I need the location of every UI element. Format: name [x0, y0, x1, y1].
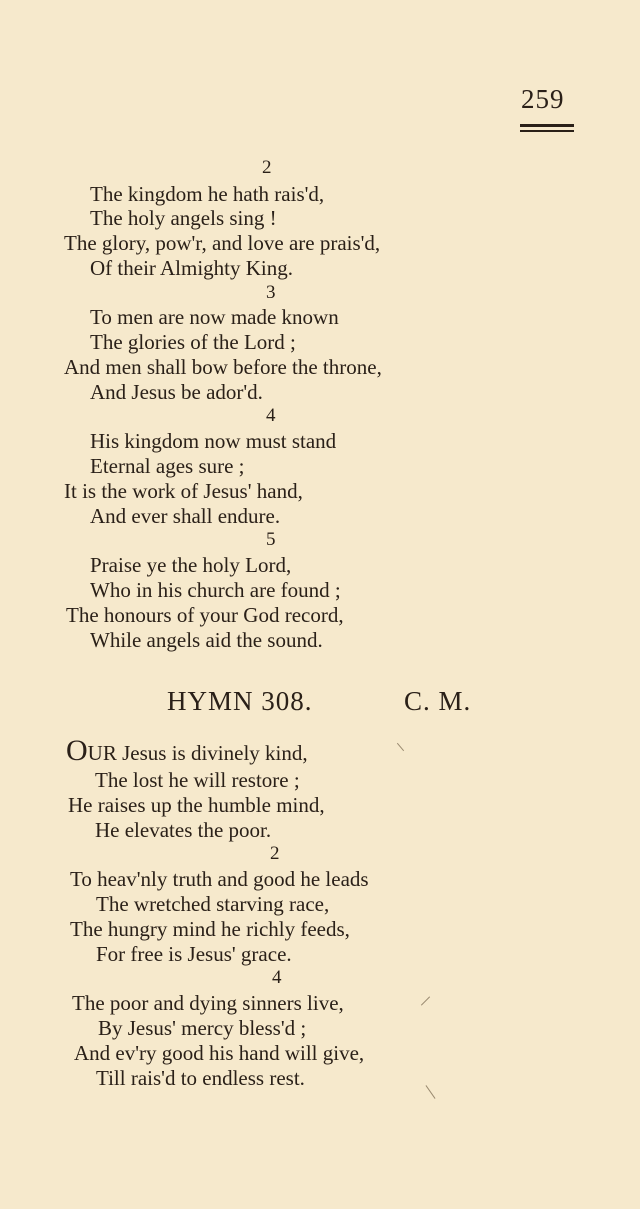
header-rule-top	[520, 124, 574, 127]
verse-line: He raises up the humble mind,	[68, 793, 325, 817]
verse-line: The holy angels sing !	[90, 206, 277, 230]
verse-line: The glories of the Lord ;	[90, 330, 296, 354]
hymn-meter: C. M.	[404, 686, 472, 716]
verse-line: And ever shall endure.	[90, 504, 281, 528]
verse-line: The kingdom he hath rais'd,	[90, 182, 325, 206]
verse-line: By Jesus' mercy bless'd ;	[98, 1016, 307, 1040]
verse-line: And men shall bow before the throne,	[64, 355, 382, 379]
hymn-title: HYMN 308.	[167, 686, 313, 716]
verse-line: The poor and dying sinners live,	[72, 991, 344, 1015]
verse-line: To heav'nly truth and good he leads	[70, 867, 369, 891]
verse-line: The honours of your God record,	[66, 603, 344, 627]
verse-line: Who in his church are found ;	[90, 578, 341, 602]
small-caps: UR	[87, 741, 117, 765]
stanza-number: 3	[266, 282, 276, 303]
verse-line: Of their Almighty King.	[90, 256, 293, 280]
verse-line: The hungry mind he richly feeds,	[70, 917, 350, 941]
stanza-number: 2	[262, 157, 272, 178]
ink-mark	[421, 996, 430, 1005]
first-verse-line	[66, 734, 308, 767]
stanza-number: 2	[270, 843, 280, 864]
stanza-number: 5	[266, 529, 276, 550]
verse-line: And ev'ry good his hand will give,	[74, 1041, 365, 1065]
verse-line: He elevates the poor.	[95, 818, 272, 842]
first-line-text: Jesus is divinely kind,	[116, 741, 308, 765]
verse-line: Eternal ages sure ;	[90, 454, 245, 478]
verse-line: The lost he will restore ;	[95, 768, 300, 792]
verse-line: To men are now made known	[90, 305, 339, 329]
verse-line: And Jesus be ador'd.	[90, 380, 263, 404]
page-number: 259	[521, 84, 565, 114]
stanza-number: 4	[266, 405, 276, 426]
ink-mark	[397, 743, 404, 751]
verse-line: Till rais'd to endless rest.	[96, 1066, 305, 1090]
verse-line: For free is Jesus' grace.	[96, 942, 292, 966]
verse-line: It is the work of Jesus' hand,	[64, 479, 303, 503]
drop-cap: O	[66, 734, 88, 767]
header-rule-bottom	[520, 130, 574, 132]
verse-line: While angels aid the sound.	[90, 628, 323, 652]
verse-line: The wretched starving race,	[96, 892, 330, 916]
verse-line: Praise ye the holy Lord,	[90, 553, 292, 577]
verse-line: The glory, pow'r, and love are prais'd,	[64, 231, 381, 255]
stanza-number: 4	[272, 967, 282, 988]
ink-mark	[426, 1085, 436, 1099]
verse-line: His kingdom now must stand	[90, 429, 337, 453]
